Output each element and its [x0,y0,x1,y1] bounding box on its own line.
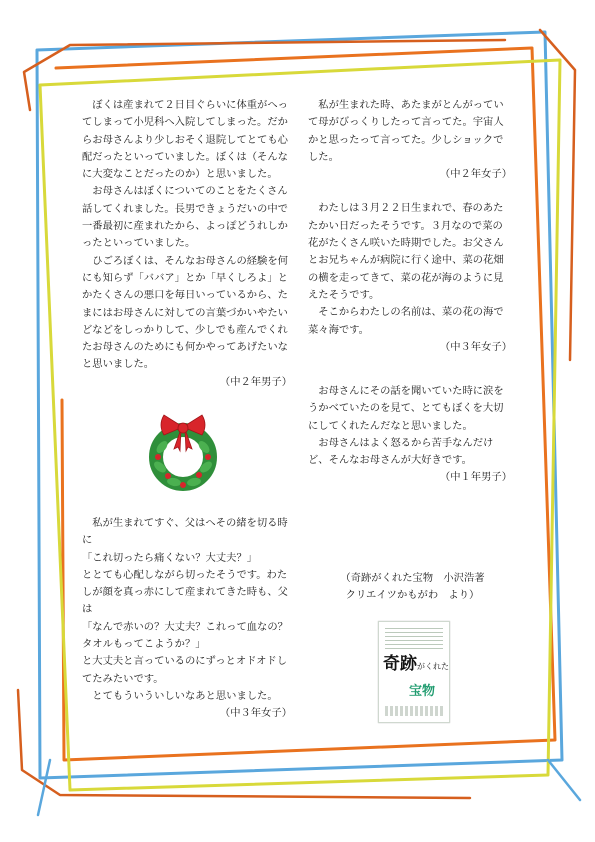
signature: （中２年男子） [219,375,292,388]
paragraph: 私が生まれてすぐ、父はへその緒を切る時に [82,517,288,547]
paragraph: お母さんにその話を聞いていた時に涙をうかべていたのを見て、とてもぼくを大切にしてくれたんだなと思いました。 [308,385,504,432]
book-cover-text-lines [385,628,443,652]
book-title-small: がくれた [417,662,449,671]
story-left-1 [82,97,292,391]
credit-line: クリエイツかもがわ より） [345,589,480,602]
paragraph: お母さんはよく怒るから苦手なんだけど、そんなお母さんが大好きです。 [308,436,494,467]
paragraph: ひごろぼくは、そんなお母さんの経験を何にも知らず「ババア」とか「早くしろよ」とかたくさんの悪口を毎日いっているから、たまにはお母さんに対しての言葉づかいやたいどなどをしっかりして、少しでも産んでくれたお母さんのためにも何かやってあげたいなと思いました。 [82,254,288,371]
signature: （中２年女子） [439,168,512,181]
paragraph: とてもういういしいなあと思いました。 [82,689,278,702]
paragraph: 私が生まれた時、あたまがとんがっていて母がびっくりしたって言ってた。宇宙人かと思ったって言ってた。少しショックでした。 [308,99,504,163]
paragraph: わたしは３月２２日生まれで、春のあたたかい日だったそうです。３月なので菜の花がたくさん咲いた時期でした。お父さんとお兄ちゃんが病院に行く途中、菜の花畑の横を走ってきて、菜の花が海のように見えたそうです。 [308,202,504,301]
story-left-2 [82,515,292,723]
paragraph: ととても心配しながら切ったそうです。わたしが顔を真っ赤にして産まれてきた時も、父は [82,568,288,616]
book-title-main: 奇跡 [383,654,417,674]
signature: （中１年男子） [439,471,512,484]
christmas-wreath-icon [148,409,218,491]
signature: （中３年女子） [439,340,512,353]
book-cover-image [378,621,450,723]
quote: 「なんで赤いの？大丈夫？これって血なの？タオルもってこようか？」 [82,620,288,651]
credit-line: （奇跡がくれた宝物 小沢浩著 [340,572,485,584]
story-right-1 [308,97,512,356]
paragraph: そこからわたしの名前は、菜の花の海で菜々海です。 [308,306,504,336]
paragraph: お母さんはぼくについてのことをたくさん話してくれました。長男できょうだいの中で一番最初に産まれたから、よっぽどうれしかったといっていました。 [82,185,288,250]
story-right-2 [308,383,512,487]
paragraph: ぼくは産まれて２日目ぐらいに体重がへってしまって小児科へ入院してしまった。だからお母さんより少しおそく退院してとても心配だったといっていました。ぼくは（そんなに大変なことだったのか）と思いました。 [82,99,288,181]
source-credit [300,570,525,605]
paragraph: と大丈夫と言っているのにずっとオドオドしてたみたいです。 [82,655,288,685]
book-title-sub: 宝物 [409,684,436,699]
signature: （中３年女子） [219,707,292,720]
quote: 「これ切ったら痛くない？大丈夫？」 [82,551,258,564]
book-cover-footer [385,706,443,716]
